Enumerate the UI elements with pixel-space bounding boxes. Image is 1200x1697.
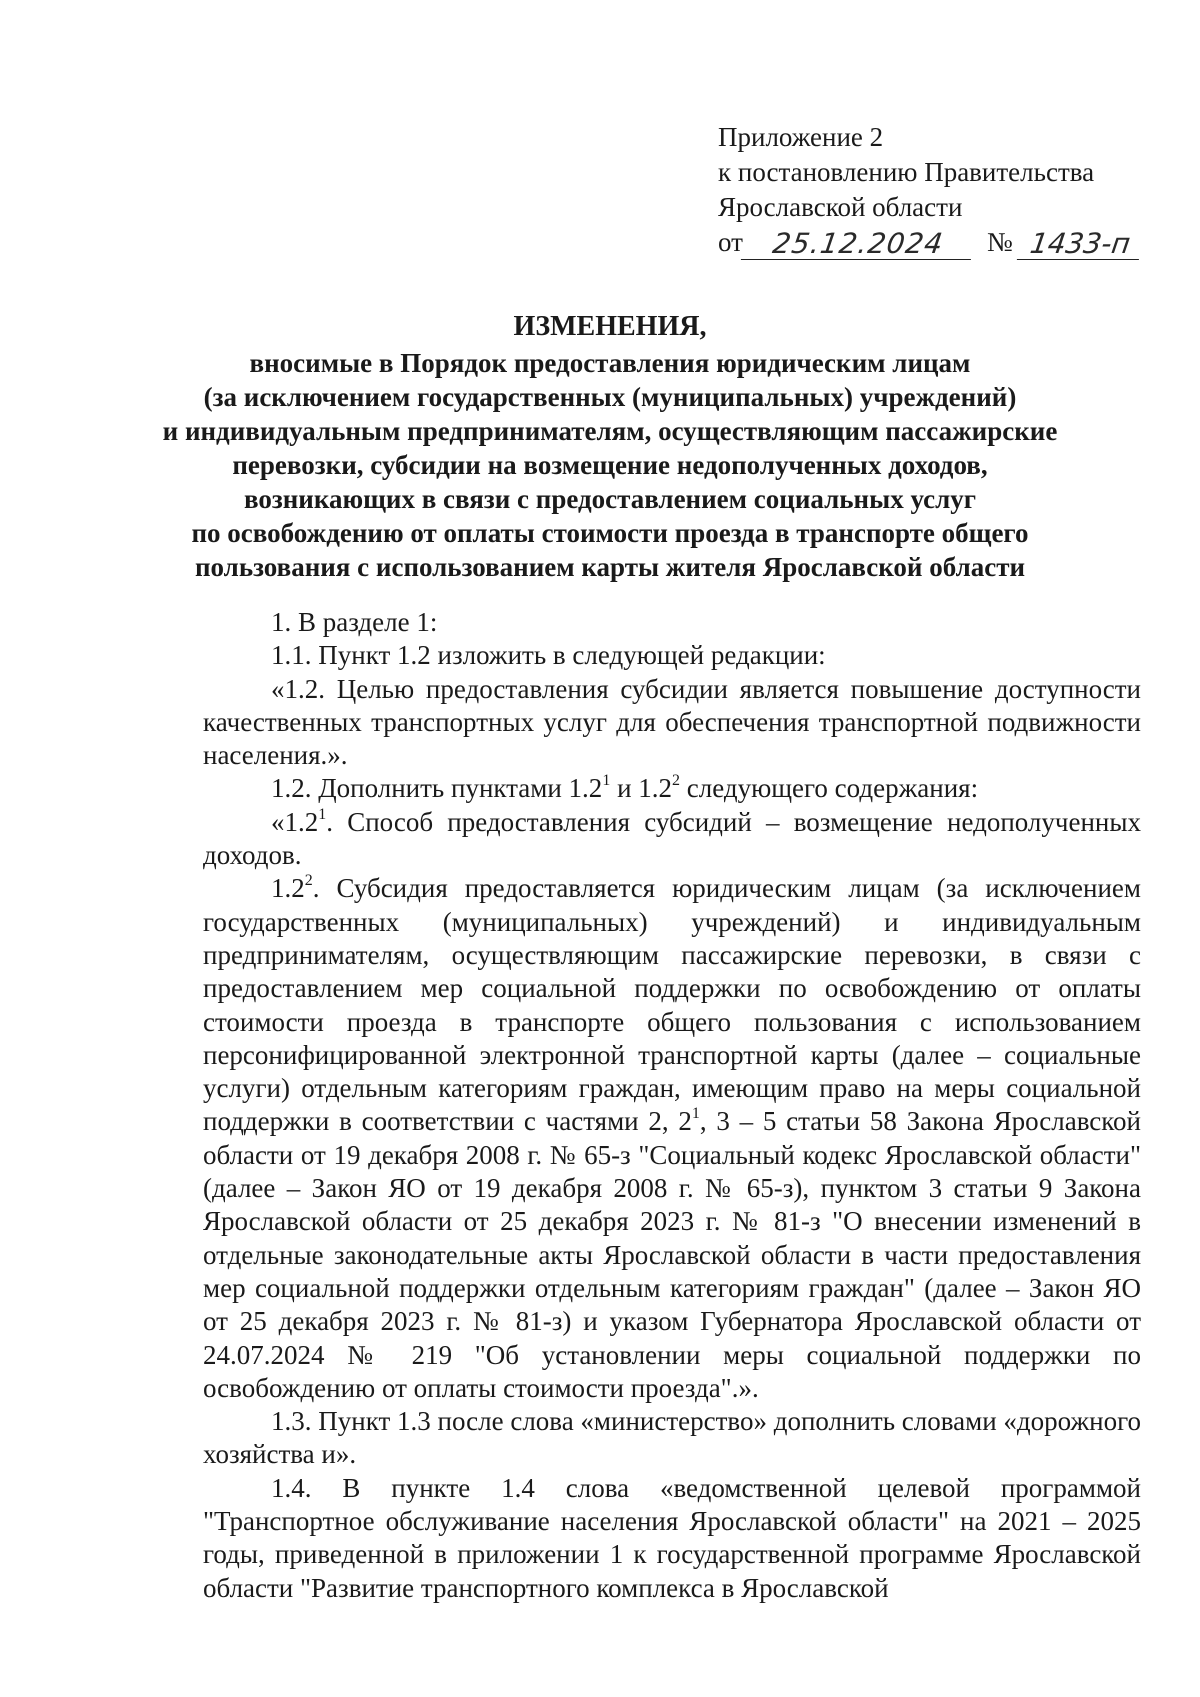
paragraph-1-2-2 [203,872,1141,1405]
annex-date-number-row [718,225,1141,260]
text-segment: «1.2 [271,806,319,837]
text-segment: 1.2. Дополнить пунктами 1.2 [271,773,603,804]
number-sign: № [986,227,1013,257]
annex-title: Приложение 2 [718,122,884,152]
superscript: 2 [672,772,681,790]
paragraph-1-4: 1.4. В пункте 1.4 слова «ведомственной целевой программой "Транспортное обслуживание населения Ярославской области" на 2021 – 2025 годы, приведенной в приложении 1 к государственной программе Ярославской области "Развитие транспортного комплекса в Ярославской [203,1472,1141,1603]
text-segment: 1.2 [271,873,305,904]
superscript: 2 [304,872,313,890]
text-segment: . Способ предоставления субсидий – возмещение недополученных доходов. [203,806,1141,871]
title-line: и индивидуальным предпринимателям, осуществляющим пассажирские [162,416,1058,446]
title-line: по освобождению от оплаты стоимости проезда в транспорте общего [191,518,1029,548]
paragraph-1-2-quote: «1.2. Целью предоставления субсидии является повышение доступности качественных транспортных услуг для обеспечения транспортной подвижности населения.». [203,673,1141,771]
paragraph-1: 1. В разделе 1: [271,607,438,637]
title-line: (за исключением государственных (муниципальных) учреждений) [203,382,1017,412]
text-segment: . Субсидия предоставляется юридическим лицам (за исключением государственных (муниципальных) учреждений) и индивидуальным предпринимателям, осуществляющим пассажирские перевозки, в связи с предоставлением мер социальной поддержки по освобождению от оплаты стоимости проезда в транспорте общего пользования с использованием персонифицированной электронной транспортной карты (далее – социальные услуги) отдельным категориям граждан, имеющим право на меры социальной поддержки в соответствии с частями 2, 2 [203,873,1141,1137]
paragraph-1-2 [203,772,1141,805]
text-segment: и 1.2 [610,773,673,804]
annex-header [718,120,1141,260]
text-segment: следующего содержания: [680,773,979,804]
title-line: вносимые в Порядок предоставления юридическим лицам [249,348,971,378]
document-title [150,310,1070,584]
superscript: 1 [602,772,611,790]
handwritten-number: 1433-п [1017,229,1143,260]
title-heading: ИЗМЕНЕНИЯ, [513,311,707,342]
annex-reference: к постановлению Правительства [718,157,1095,187]
title-line: перевозки, субсидии на возмещение недополученных доходов, [232,450,988,480]
paragraph-1-3: 1.3. Пункт 1.3 после слова «министерство» дополнить словами «дорожного хозяйства и». [203,1406,1141,1470]
from-label: от [718,227,743,257]
title-line: возникающих в связи с предоставлением социальных услуг [243,484,977,514]
title-line: пользования с использованием карты жителя Ярославской области [194,552,1026,582]
paragraph-1-2-1 [203,806,1141,873]
document-body [203,606,1141,1605]
handwritten-date: 25.12.2024 [741,229,975,260]
text-segment: , 3 – 5 статьи 58 Закона Ярославской области от 19 декабря 2008 г. № 65-з "Социальный кодекс Ярославской области" (далее – Закон ЯО от 19 декабря 2008 г. № 65-з), пунктом 3 статьи 9 Закона Ярославской области от 25 декабря 2023 г. № 81-з "О внесении изменений в отдельные законодательные акты Ярославской области в части предоставления мер социальной поддержки отдельным категориям граждан" (далее – Закон ЯО от 25 декабря 2023 г. № 81-з) и указом Губернатора Ярославской области от 24.07.2024 № 219 "Об установлении меры социальной поддержки по освобождению от оплаты стоимости проезда".». [203,1106,1141,1403]
superscript: 1 [691,1105,700,1123]
superscript: 1 [318,805,327,823]
annex-authority: Ярославской области [718,192,963,222]
paragraph-1-1: 1.1. Пункт 1.2 изложить в следующей редакции: [271,640,826,671]
